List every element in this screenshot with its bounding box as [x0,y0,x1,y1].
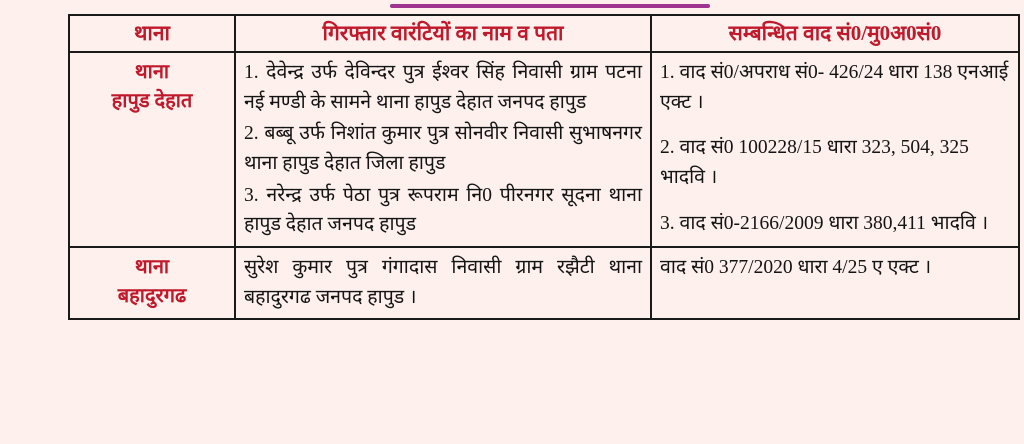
case-entry: वाद सं0 377/2020 धारा 4/25 ए एक्ट । [660,256,932,278]
cell-cases-hapur-dehat [651,52,1019,247]
name-entry: सुरेश कुमार पुत्र गंगादास निवासी ग्राम रझैटी थाना बहादुरगढ जनपद हापुड । [244,256,642,308]
table-header [69,15,1019,52]
thana-line-1: थाना [134,61,170,84]
top-divider-rule [390,4,710,8]
table-row [69,247,1019,319]
name-entry: 2. बब्बू उर्फ निशांत कुमार पुत्र सोनवीर निवासी सुभाषनगर थाना हापुड देहात जिला हापुड [244,123,642,175]
cell-thana-hapur-dehat [69,52,235,247]
case-entry: 1. वाद सं0/अपराध सं0- 426/24 धारा 138 एनआई एक्ट । [660,62,1009,113]
warrant-table-container [68,14,1009,320]
cell-names-bahadurgarh [235,247,651,319]
column-header-name-address: गिरफ्तार वारंटियों का नाम व पता [235,15,651,52]
column-header-case-number: सम्बन्धित वाद सं0/मु0अ0सं0 [651,15,1019,52]
case-entry: 3. वाद सं0-2166/2009 धारा 380,411 भादवि । [660,212,989,234]
cell-thana-bahadurgarh [69,247,235,319]
thana-line-1: थाना [134,255,170,278]
table-header-row [69,15,1019,52]
table-body [69,52,1019,319]
case-entry: 2. वाद सं0 100228/15 धारा 323, 504, 325 भादवि । [660,137,969,189]
name-entry: 1. देवेन्द्र उर्फ देविन्दर पुत्र ईश्वर सिंह निवासी ग्राम पटना नई मण्डी के सामने थाना हापुड देहात जनपद हापुड [244,62,642,113]
column-header-thana: थाना [69,15,235,52]
table-row [69,52,1019,247]
warrant-table [68,14,1020,320]
name-entry: 3. नरेन्द्र उर्फ पेठा पुत्र रूपराम नि0 पीरनगर सूदना थाना हापुड देहात जनपद हापुड [244,184,642,236]
cell-cases-bahadurgarh [651,247,1019,319]
thana-line-2: बहादुरगढ [117,284,187,307]
cell-names-hapur-dehat [235,52,651,247]
thana-line-2: हापुड देहात [111,90,193,113]
